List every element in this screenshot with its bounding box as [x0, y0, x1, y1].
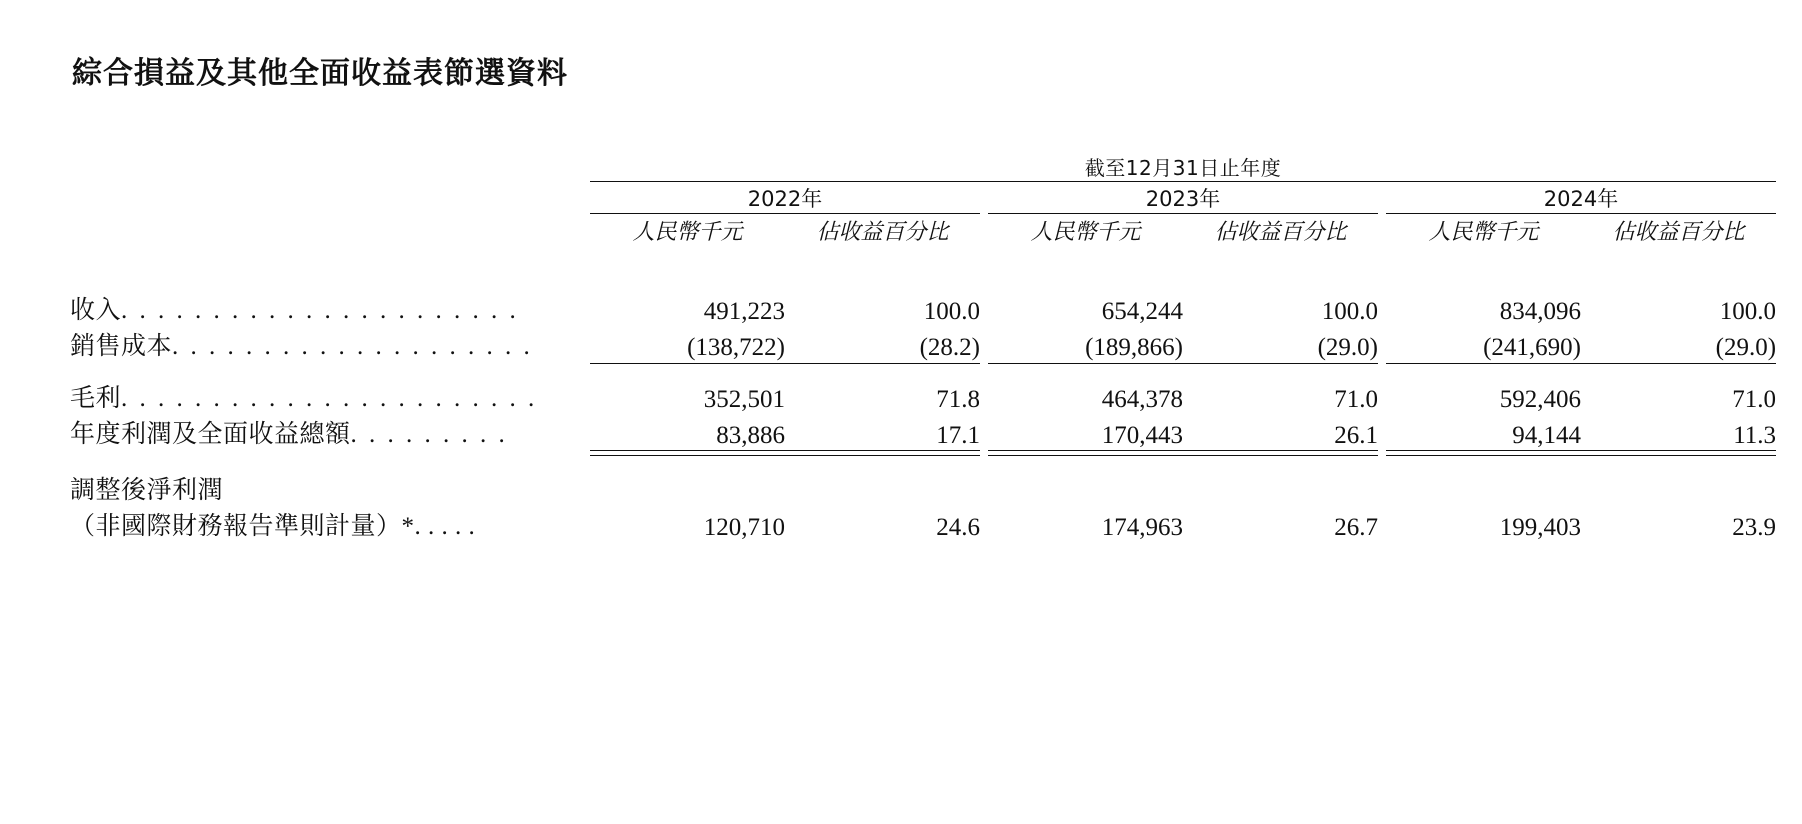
cell-adjusted-2022-pct: 24.6 [936, 513, 980, 541]
empty-cell [785, 470, 980, 506]
cell-cost-2022-pct: (28.2) [919, 334, 980, 361]
cell-gross-2024-rmb: 592,406 [1499, 386, 1581, 413]
cell-profit-2024-rmb: 94,144 [1512, 421, 1581, 449]
empty-cell [988, 470, 1183, 506]
row-label-dots: . . . . . . . . . . . . . . . . . . . . [172, 333, 533, 360]
cell-adjusted-2022-rmb: 120,710 [703, 513, 785, 541]
empty-cell [980, 290, 988, 326]
row-label-text: 毛利 [70, 385, 122, 412]
unit-header-rmb-2024: 人民幣千元 [1428, 219, 1539, 244]
unit-header-rmb-2023: 人民幣千元 [1030, 219, 1141, 244]
cell-profit-2023-rmb: 170,443 [1101, 421, 1183, 449]
row-label-dots: . . . . . . . . . . . . . . . . . . . . . . [121, 297, 519, 324]
empty-cell [590, 470, 785, 506]
unit-header-row [70, 215, 1776, 246]
row-label-dots: . . . . . . . . . . . . . . . . . . . . . . . [121, 385, 538, 412]
empty-cell [980, 506, 988, 542]
empty-cell [1378, 378, 1386, 414]
empty-cell [1378, 326, 1386, 362]
row-label-text: 收入 [70, 297, 122, 324]
unit-header-rmb-2022: 人民幣千元 [632, 219, 743, 244]
cell-adjusted-2024-pct: 23.9 [1732, 513, 1777, 541]
unit-header-pct-2024: 佔收益百分比 [1612, 219, 1745, 244]
cell-gross-2023-rmb: 464,378 [1101, 386, 1183, 413]
cell-profit-2022-rmb: 83,886 [716, 421, 785, 449]
empty-cell [980, 215, 988, 246]
empty-cell [1378, 290, 1386, 326]
page-title: 綜合損益及其他全面收益表節選資料 [72, 56, 568, 91]
row-label-gross-profit [70, 378, 590, 414]
empty-cell [70, 215, 590, 246]
row-label-text: （非國際財務報告準則計量）* [70, 512, 415, 540]
year-header-2022: 2022年 [747, 187, 823, 211]
financial-summary-table [70, 152, 1776, 542]
row-label-text: 銷售成本 [70, 333, 173, 360]
cell-adjusted-2023-pct: 26.7 [1334, 513, 1378, 541]
cell-adjusted-2024-rmb: 199,403 [1499, 513, 1581, 541]
cell-cost-2024-pct: (29.0) [1715, 334, 1777, 361]
cell-gross-2022-pct: 71.8 [936, 386, 980, 413]
empty-cell [70, 246, 1776, 290]
cell-cost-2022-rmb: (138,722) [687, 334, 785, 361]
table-row [70, 378, 1776, 414]
cell-cost-2023-rmb: (189,866) [1085, 334, 1183, 361]
empty-cell [70, 152, 590, 182]
cell-revenue-2024-pct: 100.0 [1719, 298, 1777, 325]
unit-header-pct-2022: 佔收益百分比 [816, 219, 949, 244]
empty-cell [1378, 470, 1386, 506]
empty-cell [70, 183, 590, 214]
row-label-dots: . . . . . . . . . [350, 421, 508, 448]
row-label-cost-of-sales [70, 326, 590, 362]
cell-revenue-2022-rmb: 491,223 [703, 298, 785, 325]
row-spacer [70, 364, 1776, 379]
cell-gross-2022-rmb: 352,501 [703, 386, 785, 413]
period-header: 截至12月31日止年度 [1084, 156, 1282, 180]
empty-cell [1386, 470, 1581, 506]
empty-cell [1378, 414, 1386, 450]
empty-cell [980, 470, 988, 506]
row-label-adjusted-net-profit: 調整後淨利潤 [70, 476, 224, 504]
table-row [70, 326, 1776, 362]
year-header-2024: 2024年 [1543, 187, 1619, 211]
empty-cell [1581, 470, 1776, 506]
empty-cell [980, 183, 988, 214]
cell-gross-2023-pct: 71.0 [1334, 386, 1378, 413]
cell-cost-2024-rmb: (241,690) [1483, 334, 1581, 361]
table-row [70, 290, 1776, 326]
empty-cell [1378, 506, 1386, 542]
cell-cost-2023-pct: (29.0) [1317, 334, 1378, 361]
row-spacer [70, 455, 1776, 470]
cell-revenue-2023-rmb: 654,244 [1101, 298, 1183, 325]
empty-cell [980, 414, 988, 450]
empty-cell [1378, 183, 1386, 214]
row-label-text: 年度利潤及全面收益總額 [70, 421, 351, 448]
cell-adjusted-2023-rmb: 174,963 [1101, 513, 1183, 541]
empty-cell [980, 378, 988, 414]
cell-profit-2023-pct: 26.1 [1334, 421, 1378, 449]
cell-revenue-2023-pct: 100.0 [1321, 298, 1378, 325]
table-row [70, 470, 1776, 506]
empty-cell [70, 455, 1776, 470]
table-row [70, 414, 1776, 450]
cell-profit-2024-pct: 11.3 [1733, 421, 1777, 449]
empty-cell [1378, 215, 1386, 246]
row-label-revenue [70, 290, 590, 326]
row-label-profit-and-comprehensive-income [70, 414, 590, 450]
year-header-2023: 2023年 [1145, 187, 1221, 211]
year-header-row [70, 183, 1776, 214]
cell-gross-2024-pct: 71.0 [1732, 386, 1777, 413]
unit-header-pct-2023: 佔收益百分比 [1214, 219, 1347, 244]
period-header-row [70, 152, 1776, 182]
row-label-adjusted-net-profit-note [70, 506, 590, 542]
cell-revenue-2024-rmb: 834,096 [1499, 298, 1581, 325]
empty-cell [1183, 470, 1378, 506]
row-label-dots: . . . . . [414, 512, 476, 540]
empty-cell [980, 326, 988, 362]
empty-cell [70, 364, 1776, 379]
header-body-spacer [70, 246, 1776, 290]
cell-revenue-2022-pct: 100.0 [923, 298, 980, 325]
cell-profit-2022-pct: 17.1 [936, 421, 980, 449]
table-row [70, 506, 1776, 542]
